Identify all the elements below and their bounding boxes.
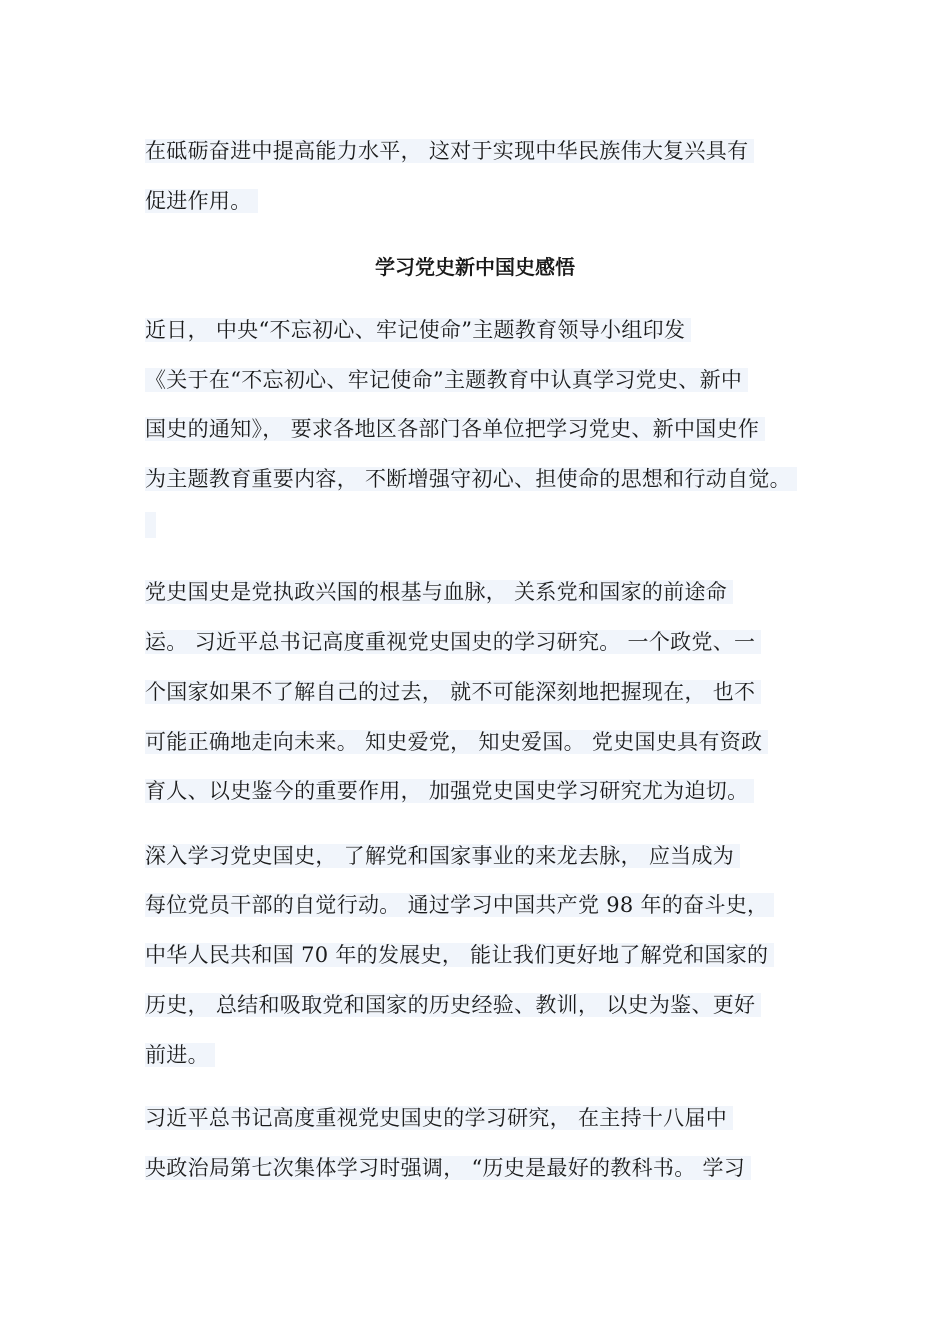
intro-line-2-text: 促进作用。 [145, 189, 258, 213]
paragraph-line-text: 近日， 中央“不忘初心、牢记使命”主题教育领导小组印发 [145, 318, 691, 342]
paragraph-line [145, 577, 733, 607]
paragraph-line [145, 940, 774, 970]
paragraph-line [145, 627, 761, 657]
paragraph-line-text: 可能正确地走向未来。 知史爱党， 知史爱国。 党史国史具有资政 [145, 730, 768, 754]
paragraph-line [145, 1040, 215, 1070]
paragraph-line [145, 1103, 733, 1133]
paragraph-line [145, 890, 774, 920]
paragraph-line [145, 414, 765, 444]
intro-line-1-text: 在砥砺奋进中提高能力水平， 这对于实现中华民族伟大复兴具有 [145, 139, 754, 163]
paragraph-line-text: 中华人民共和国 70 年的发展史， 能让我们更好地了解党和国家的 [145, 943, 774, 967]
paragraph-line-text: 党史国史是党执政兴国的根基与血脉， 关系党和国家的前途命 [145, 580, 733, 604]
paragraph-line-text: 央政治局第七次集体学习时强调， “历史是最好的教科书。 学习 [145, 1156, 751, 1180]
paragraph-line [145, 677, 761, 707]
paragraph-line [145, 464, 797, 494]
paragraph-line [145, 990, 761, 1020]
paragraph-line-text: 个国家如果不了解自己的过去， 就不可能深刻地把握现在， 也不 [145, 680, 761, 704]
paragraph-line-text: 历史， 总结和吸取党和国家的历史经验、教训， 以史为鉴、更好 [145, 993, 761, 1017]
intro-line-1 [145, 136, 754, 166]
paragraph-line-text: 每位党员干部的自觉行动。 通过学习中国共产党 98 年的奋斗史， [145, 893, 774, 917]
paragraph-line-text: 国史的通知》， 要求各地区各部门各单位把学习党史、新中国史作 [145, 417, 765, 441]
paragraph-line-text: 习近平总书记高度重视党史国史的学习研究， 在主持十八届中 [145, 1106, 733, 1130]
document-title: 学习党史新中国史感悟 [375, 255, 575, 279]
paragraph-line-text: 育人、以史鉴今的重要作用， 加强党史国史学习研究尤为迫切。 [145, 779, 754, 803]
paragraph-line [145, 1153, 751, 1183]
intro-line-2 [145, 186, 258, 216]
paragraph-line-text: 运。 习近平总书记高度重视党史国史的学习研究。 一个政党、一 [145, 630, 761, 654]
paragraph-line [145, 841, 740, 871]
paragraph-line-text: 《关于在“不忘初心、牢记使命”主题教育中认真学习党史、新中 [145, 368, 748, 392]
paragraph-line-text: 为主题教育重要内容， 不断增强守初心、担使命的思想和行动自觉。 [145, 467, 797, 491]
paragraph-line-text: 前进。 [145, 1043, 215, 1067]
paragraph-line [145, 365, 748, 395]
empty-line-marker [145, 512, 156, 538]
paragraph-line [145, 776, 754, 806]
paragraph-line [145, 315, 691, 345]
paragraph-line-text: 深入学习党史国史， 了解党和国家事业的来龙去脉， 应当成为 [145, 844, 740, 868]
paragraph-line [145, 727, 768, 757]
